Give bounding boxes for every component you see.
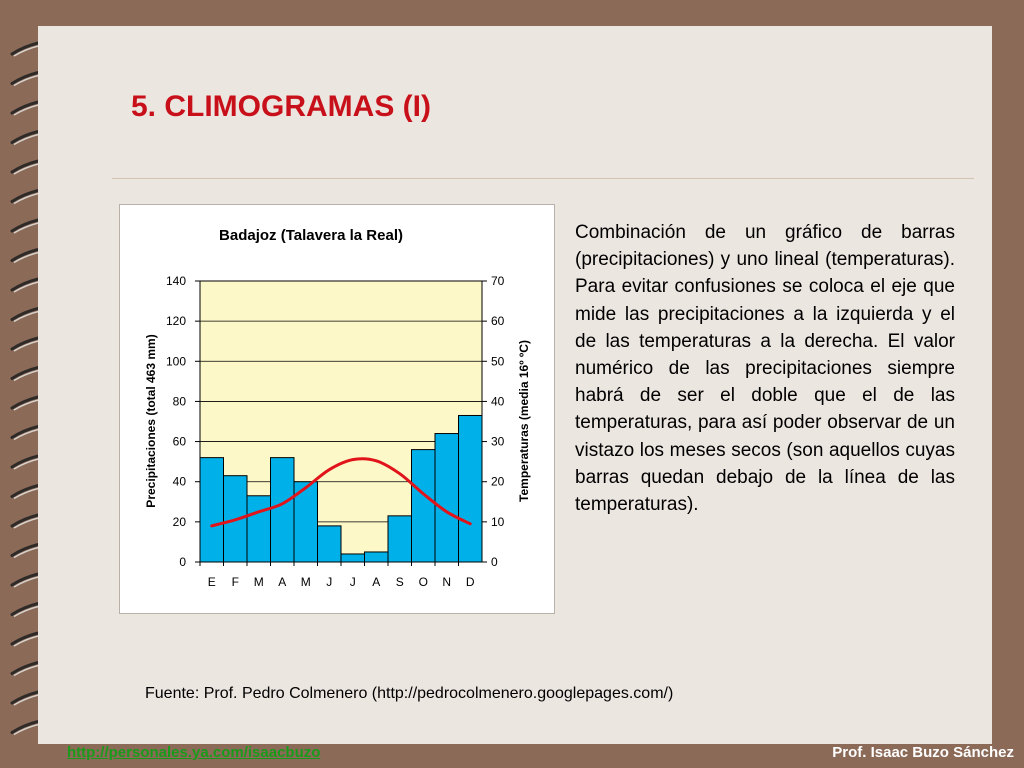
precipitation-bar-1 xyxy=(200,458,224,562)
footer-author: Prof. Isaac Buzo Sánchez xyxy=(832,744,1014,761)
y-right-tick-label: 70 xyxy=(491,274,505,288)
climograph-chart xyxy=(119,204,555,614)
y-right-tick-label: 40 xyxy=(491,394,505,409)
x-tick-label: J xyxy=(326,575,333,589)
x-tick-label: D xyxy=(465,575,475,589)
y-right-tick-label: 60 xyxy=(491,314,505,329)
precipitation-bar-9 xyxy=(388,516,412,562)
y-right-tick-label: 20 xyxy=(491,474,505,489)
source-citation: Fuente: Prof. Pedro Colmenero (http://pedrocolmenero.googlepages.com/) xyxy=(145,685,674,702)
precipitation-bar-4 xyxy=(271,458,295,562)
x-tick-label: S xyxy=(395,575,404,589)
precipitation-bar-10 xyxy=(412,450,436,562)
y-left-tick-label: 0 xyxy=(179,555,186,569)
x-tick-label: O xyxy=(418,575,428,589)
precipitation-bar-8 xyxy=(365,552,389,562)
x-tick-label: M xyxy=(253,575,264,589)
y-left-tick-label: 120 xyxy=(165,314,186,329)
y-axis-left-label: Precipitaciones (total 463 mm) xyxy=(144,334,158,508)
precipitation-bar-7 xyxy=(341,554,365,562)
y-left-tick-label: 80 xyxy=(172,394,186,409)
footer-website-link[interactable]: http://personales.ya.com/isaacbuzo xyxy=(67,744,321,761)
y-left-tick-label: 60 xyxy=(172,434,186,449)
x-tick-label: E xyxy=(207,575,216,589)
slide-description: Combinación de un gráfico de barras (precipitaciones) y uno lineal (temperaturas). Para evitar confusiones se coloca el eje que mide las precipitaciones a la izquierda y el de las temperaturas a la derecha. El valor numérico de las precipitaciones siempre habrá de ser el doble que el de las temperaturas, para así poder observar de un vistazo los meses secos (son aquellos cuyas barras quedan debajo de la línea de las temperaturas). xyxy=(575,222,955,516)
y-left-tick-label: 140 xyxy=(165,274,186,288)
y-right-tick-label: 10 xyxy=(491,514,505,529)
precipitation-bar-3 xyxy=(247,496,271,562)
chart-svg xyxy=(120,205,554,613)
x-tick-label: M xyxy=(300,575,311,589)
precipitation-bar-11 xyxy=(435,434,459,562)
x-tick-label: A xyxy=(278,575,287,589)
precipitation-bar-6 xyxy=(318,526,342,562)
x-tick-label: A xyxy=(372,575,381,589)
y-right-tick-label: 0 xyxy=(491,555,498,569)
x-tick-label: N xyxy=(442,575,452,589)
y-left-tick-label: 100 xyxy=(165,354,186,369)
x-tick-label: J xyxy=(349,575,356,589)
precipitation-bar-12 xyxy=(459,415,483,562)
slide-title: 5. CLIMOGRAMAS (I) xyxy=(131,90,431,123)
y-left-tick-label: 40 xyxy=(172,474,186,489)
x-tick-label: F xyxy=(231,575,239,589)
y-left-tick-label: 20 xyxy=(172,514,186,529)
title-divider xyxy=(112,178,974,179)
y-axis-right-label: Temperaturas (media 16º ºC) xyxy=(517,340,531,502)
y-right-tick-label: 50 xyxy=(491,354,505,369)
y-right-tick-label: 30 xyxy=(491,434,505,449)
chart-title: Badajoz (Talavera la Real) xyxy=(219,227,403,244)
